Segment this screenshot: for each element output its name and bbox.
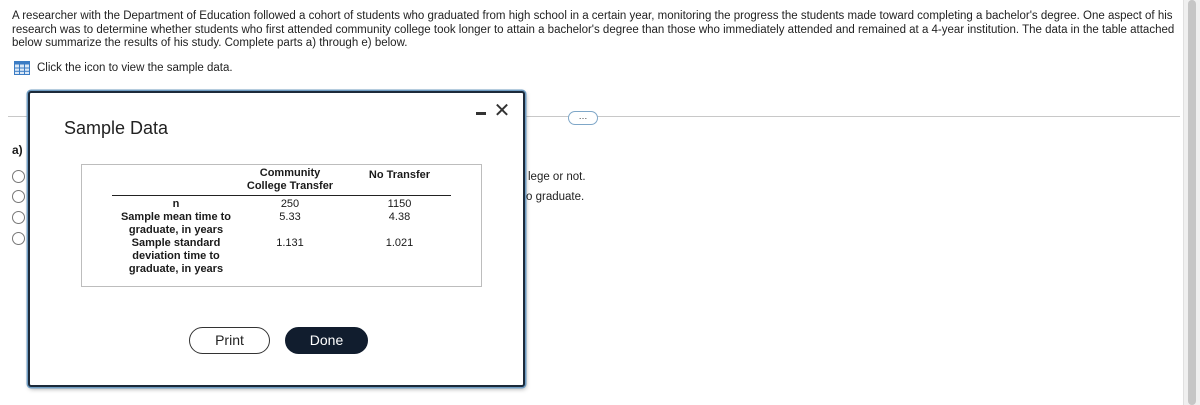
row-label-line: Sample standard: [131, 237, 221, 249]
table-grid-icon[interactable]: [14, 61, 30, 75]
table-cell: 1150: [387, 198, 412, 210]
answer-radio-4[interactable]: [12, 232, 25, 245]
answer-radio-1[interactable]: [12, 170, 25, 183]
part-a-label: a): [12, 143, 23, 157]
sample-data-table-container: [81, 164, 482, 287]
table-row: [112, 237, 451, 276]
table-cell: 4.38: [388, 211, 411, 223]
row-label-n: n: [172, 198, 180, 210]
done-button[interactable]: Done: [285, 327, 368, 354]
answer-radio-3[interactable]: [12, 211, 25, 224]
sample-data-table: [112, 167, 451, 276]
minimize-icon[interactable]: [474, 105, 488, 119]
table-cell: 1.021: [385, 237, 414, 249]
table-cell: 1.131: [276, 237, 304, 249]
print-button[interactable]: Print: [189, 327, 270, 354]
sample-data-link-text[interactable]: Click the icon to view the sample data.: [37, 62, 233, 74]
row-label-line: deviation time to: [132, 250, 220, 262]
table-header-row: [112, 167, 451, 196]
option-text-fragment-1: lege or not.: [528, 171, 586, 183]
more-button[interactable]: …: [568, 111, 598, 125]
table-header-no-transfer: No Transfer: [340, 167, 451, 196]
answer-radio-2[interactable]: [12, 190, 25, 203]
row-label-mean: [112, 211, 240, 237]
page-scrollbar[interactable]: [1183, 0, 1200, 405]
table-row: [112, 196, 451, 212]
row-label-line: Sample mean time to: [120, 211, 232, 223]
table-header-blank: [112, 167, 240, 196]
header-line: Community: [259, 167, 321, 179]
question-text: A researcher with the Department of Education followed a cohort of students who graduated from high school in a certain year, monitoring the progress the students made toward completing a bachelor's degree. One aspect of his research was to determine whether students who first attended community college took longer to attain a bachelor's degree than those who immediately attended and remained at a 4-year institution. The data in the table attached below summarize the results of his study. Complete parts a) through e) below.: [12, 10, 1175, 49]
table-header-community-college: [240, 167, 340, 196]
row-label-line: graduate, in years: [128, 263, 224, 275]
option-text-fragment-2: o graduate.: [526, 191, 585, 203]
scrollbar-thumb[interactable]: [1188, 0, 1196, 405]
sample-data-dialog: [28, 91, 525, 387]
table-row: [112, 211, 451, 237]
dialog-title: Sample Data: [64, 118, 169, 138]
row-label-line: graduate, in years: [128, 224, 224, 236]
table-cell: 5.33: [279, 211, 301, 223]
header-line: College Transfer: [246, 180, 334, 192]
row-label-sd: [112, 237, 240, 276]
close-icon[interactable]: ✕: [493, 100, 511, 122]
sample-data-link[interactable]: [14, 61, 233, 75]
table-cell: 250: [280, 198, 300, 210]
